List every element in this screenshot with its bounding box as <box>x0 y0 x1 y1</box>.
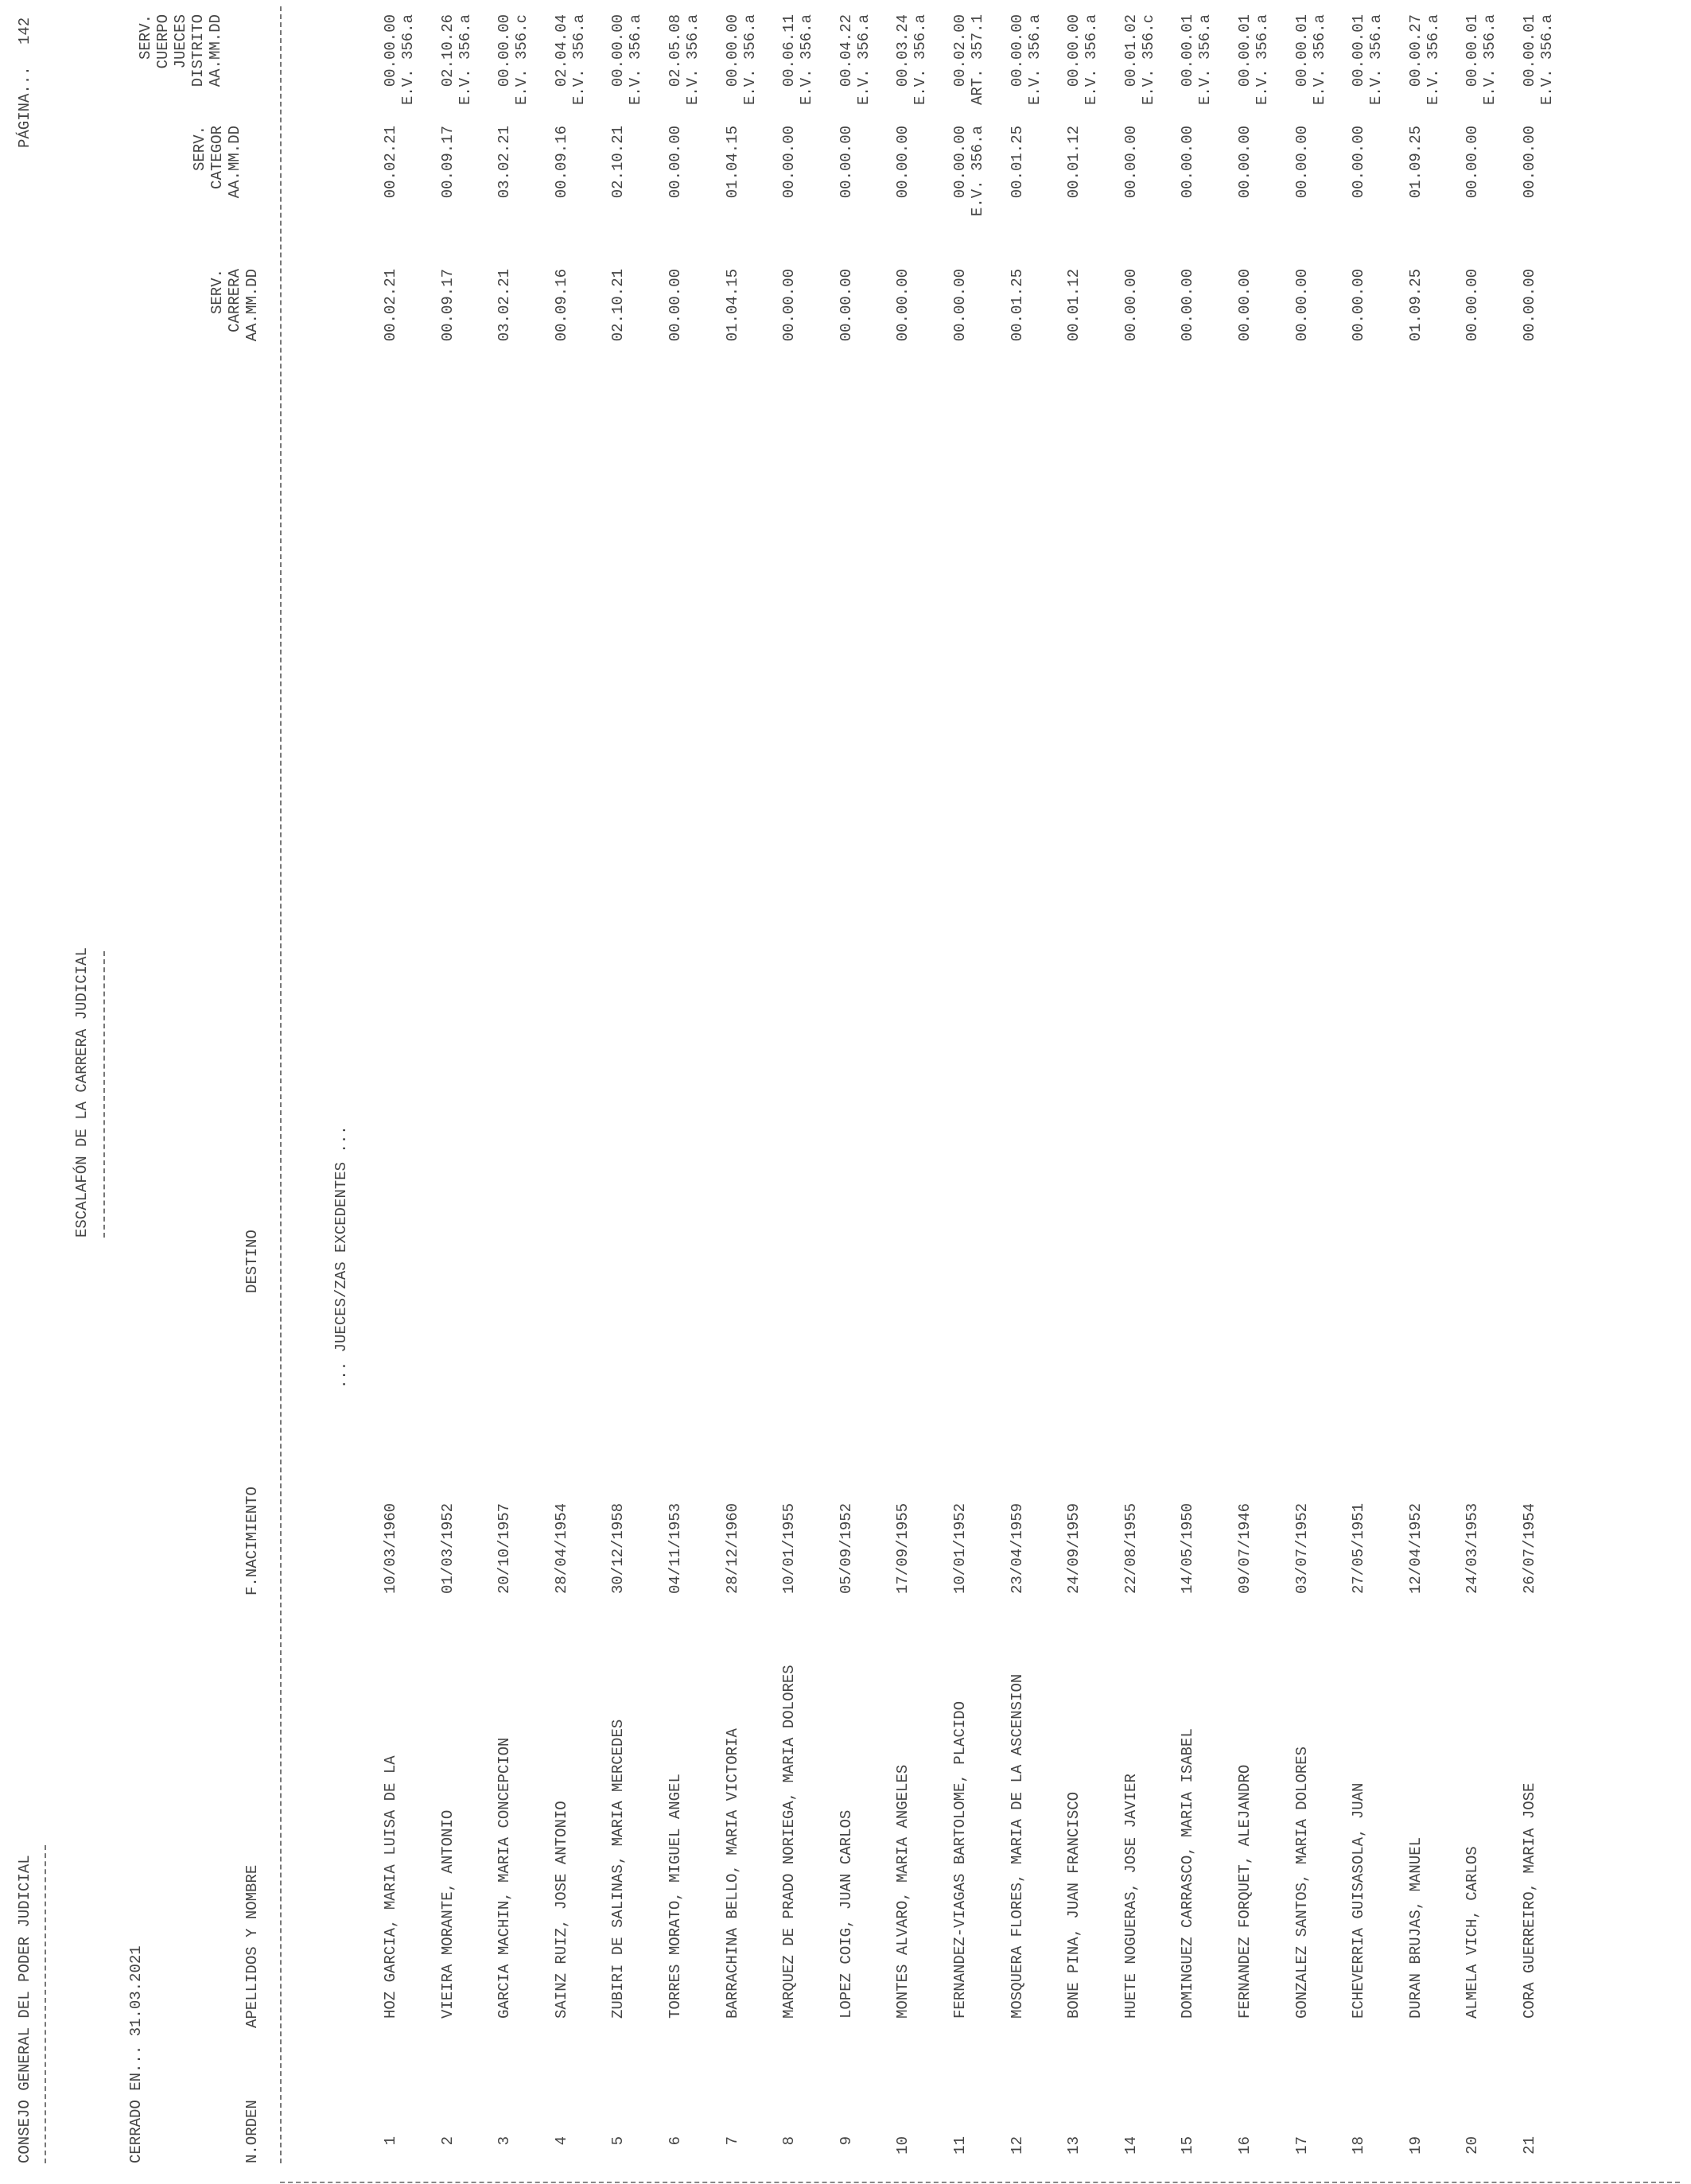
row-number: 7 <box>723 2136 741 2146</box>
row-serv-cuerpo: 00.04.22 <box>837 14 855 87</box>
row-serv-categoria: 00.01.25 <box>1008 126 1026 199</box>
row-serv-categoria: 01.09.25 <box>1406 126 1425 199</box>
col-header-cuerpo-5: AA.MM.DD <box>207 14 224 87</box>
row-name: ALMELA VICH, CARLOS <box>1464 1846 1482 2019</box>
row-serv-cuerpo: 00.00.00 <box>723 14 741 87</box>
row-serv-cuerpo: 00.06.11 <box>780 14 799 87</box>
row-serv-categoria: 00.02.21 <box>382 126 399 199</box>
row-serv-cuerpo: 00.00.01 <box>1464 14 1482 87</box>
row-name: BONE PINA, JUAN FRANCISCO <box>1065 1791 1083 2019</box>
row-serv-cuerpo: 00.00.27 <box>1406 14 1425 87</box>
col-header-nacimiento: F.NACIMIENTO <box>243 1486 261 1595</box>
row-birth-date: 20/10/1957 <box>496 1502 514 1594</box>
row-birth-date: 04/11/1953 <box>667 1502 684 1594</box>
row-name: TORRES MORATO, MIGUEL ANGEL <box>667 1774 684 2019</box>
row-name: DOMINGUEZ CARRASCO, MARIA ISABEL <box>1179 1728 1197 2019</box>
row-name: GARCIA MACHIN, MARIA CONCEPCION <box>496 1737 514 2019</box>
row-note-cuerpo: E.V. 356.a <box>912 14 930 106</box>
row-number: 19 <box>1406 2136 1425 2155</box>
row-serv-categoria: 00.00.00 <box>667 126 684 199</box>
row-note-cuerpo: E.V. 356.a <box>684 14 702 106</box>
row-birth-date: 03/07/1952 <box>1293 1502 1311 1594</box>
row-birth-date: 10/01/1952 <box>951 1502 969 1594</box>
row-serv-carrera: 00.00.00 <box>780 269 799 342</box>
row-note-cuerpo: E.V. 356.a <box>1481 14 1499 106</box>
document-title: ESCALAFÓN DE LA CARRERA JUDICIAL <box>73 947 91 1238</box>
row-serv-cuerpo: 00.00.00 <box>496 14 514 87</box>
row-serv-categoria: 00.00.00 <box>1122 126 1140 199</box>
row-serv-categoria: 00.00.00 <box>894 126 912 199</box>
row-serv-cuerpo: 00.00.01 <box>1521 14 1538 87</box>
col-header-cuerpo-2: CUERPO <box>154 14 172 69</box>
row-note-cuerpo: E.V. 356.a <box>399 14 417 106</box>
row-serv-carrera: 02.10.21 <box>609 269 628 342</box>
org-name: CONSEJO GENERAL DEL PODER JUDICIAL <box>16 1855 33 2163</box>
row-birth-date: 26/07/1954 <box>1521 1502 1538 1594</box>
row-birth-date: 22/08/1955 <box>1122 1502 1140 1594</box>
row-serv-carrera: 00.02.21 <box>382 269 399 342</box>
row-number: 14 <box>1122 2136 1140 2155</box>
row-note-cuerpo: E.V. 356.a <box>569 14 588 106</box>
row-serv-carrera: 00.00.00 <box>667 269 684 342</box>
header-separator <box>280 6 282 2163</box>
row-note-cuerpo: E.V. 356.c <box>1139 14 1157 106</box>
row-serv-categoria: 00.00.00 <box>1179 126 1197 199</box>
row-note-cuerpo: E.V. 356.a <box>1196 14 1215 106</box>
row-number: 4 <box>552 2136 570 2146</box>
col-header-carrera-2: CARRERA <box>226 269 243 332</box>
row-serv-categoria: 00.00.00 <box>780 126 799 199</box>
row-serv-cuerpo: 02.05.08 <box>667 14 684 87</box>
row-serv-categoria: 00.01.12 <box>1065 126 1083 199</box>
row-serv-carrera: 00.00.00 <box>1464 269 1482 342</box>
row-note-cuerpo: E.V. 356.a <box>627 14 645 106</box>
row-serv-carrera: 00.09.16 <box>552 269 570 342</box>
row-birth-date: 14/05/1950 <box>1179 1502 1197 1594</box>
row-serv-cuerpo: 02.04.04 <box>552 14 570 87</box>
row-serv-cuerpo: 00.00.01 <box>1179 14 1197 87</box>
bottom-dash-margin <box>280 2182 1680 2183</box>
row-note-cuerpo: E.V. 356.a <box>1025 14 1044 106</box>
row-number: 9 <box>837 2136 855 2146</box>
row-birth-date: 28/12/1960 <box>723 1502 741 1594</box>
row-note-cuerpo: E.V. 356.a <box>1310 14 1328 106</box>
row-name: ZUBIRI DE SALINAS, MARIA MERCEDES <box>609 1719 628 2019</box>
row-number: 15 <box>1179 2136 1197 2155</box>
col-header-cuerpo-1: SERV. <box>137 14 154 60</box>
row-serv-cuerpo: 00.00.00 <box>609 14 628 87</box>
row-serv-cuerpo: 02.10.26 <box>438 14 457 87</box>
col-header-orden: N.ORDEN <box>243 2100 261 2163</box>
row-serv-cuerpo: 00.01.02 <box>1122 14 1140 87</box>
row-serv-cuerpo: 00.03.24 <box>894 14 912 87</box>
row-serv-cuerpo: 00.00.00 <box>382 14 399 87</box>
row-note-cuerpo: ART. 357.1 <box>969 14 986 106</box>
row-serv-carrera: 00.00.00 <box>951 269 969 342</box>
row-number: 13 <box>1065 2136 1083 2155</box>
row-serv-cuerpo: 00.02.00 <box>951 14 969 87</box>
row-serv-carrera: 01.04.15 <box>723 269 741 342</box>
row-note-categoria: E.V. 356.a <box>969 126 986 217</box>
row-serv-carrera: 00.00.00 <box>1236 269 1254 342</box>
row-number: 12 <box>1008 2136 1026 2155</box>
row-name: FERNANDEZ-VIAGAS BARTOLOME, PLACIDO <box>951 1700 969 2019</box>
row-note-cuerpo: E.V. 356.a <box>456 14 474 106</box>
row-serv-categoria: 02.10.21 <box>609 126 628 199</box>
row-number: 20 <box>1464 2136 1482 2155</box>
row-number: 11 <box>951 2136 969 2155</box>
row-number: 5 <box>609 2136 628 2146</box>
org-underline <box>45 1845 46 2163</box>
row-serv-categoria: 00.00.00 <box>837 126 855 199</box>
row-serv-carrera: 00.00.00 <box>1521 269 1538 342</box>
col-header-categoria-2: CATEGOR <box>208 126 226 189</box>
row-birth-date: 30/12/1958 <box>609 1502 628 1594</box>
row-serv-cuerpo: 00.00.00 <box>1065 14 1083 87</box>
col-header-destino: DESTINO <box>243 1230 261 1293</box>
row-name: MOSQUERA FLORES, MARIA DE LA ASCENSION <box>1008 1673 1026 2019</box>
title-underline <box>103 951 105 1238</box>
row-note-cuerpo: E.V. 356.a <box>1538 14 1556 106</box>
row-birth-date: 05/09/1952 <box>837 1502 855 1594</box>
row-serv-carrera: 00.00.00 <box>1293 269 1311 342</box>
row-name: HOZ GARCIA, MARIA LUISA DE LA <box>382 1755 399 2019</box>
row-name: FERNANDEZ FORQUET, ALEJANDRO <box>1236 1764 1254 2019</box>
row-serv-cuerpo: 00.00.01 <box>1236 14 1254 87</box>
row-note-cuerpo: E.V. 356.a <box>1424 14 1442 106</box>
col-header-carrera-3: AA.MM.DD <box>243 269 261 342</box>
row-birth-date: 01/03/1952 <box>438 1502 457 1594</box>
col-header-cuerpo-4: DISTRITO <box>189 14 207 87</box>
row-birth-date: 24/03/1953 <box>1464 1502 1482 1594</box>
row-birth-date: 10/03/1960 <box>382 1502 399 1594</box>
row-note-cuerpo: E.V. 356.a <box>1254 14 1271 106</box>
row-serv-carrera: 01.09.25 <box>1406 269 1425 342</box>
row-note-cuerpo: E.V. 356.a <box>798 14 816 106</box>
row-serv-categoria: 01.04.15 <box>723 126 741 199</box>
row-name: DURAN BRUJAS, MANUEL <box>1406 1836 1425 2019</box>
row-name: HUETE NOGUERAS, JOSE JAVIER <box>1122 1774 1140 2019</box>
row-birth-date: 28/04/1954 <box>552 1502 570 1594</box>
row-serv-carrera: 00.09.17 <box>438 269 457 342</box>
row-serv-carrera: 03.02.21 <box>496 269 514 342</box>
row-number: 21 <box>1521 2136 1538 2155</box>
row-serv-categoria: 00.09.17 <box>438 126 457 199</box>
row-birth-date: 27/05/1951 <box>1350 1502 1368 1594</box>
row-number: 16 <box>1236 2136 1254 2155</box>
row-serv-categoria: 03.02.21 <box>496 126 514 199</box>
row-name: VIEIRA MORANTE, ANTONIO <box>438 1809 457 2019</box>
row-note-cuerpo: E.V. 356.a <box>741 14 759 106</box>
row-serv-categoria: 00.00.00 <box>951 126 969 199</box>
row-note-cuerpo: E.V. 356.c <box>513 14 531 106</box>
row-name: MONTES ALVARO, MARIA ANGELES <box>894 1764 912 2019</box>
row-serv-carrera: 00.00.00 <box>837 269 855 342</box>
row-name: MARQUEZ DE PRADO NORIEGA, MARIA DOLORES <box>780 1665 799 2019</box>
row-birth-date: 09/07/1946 <box>1236 1502 1254 1594</box>
row-number: 6 <box>667 2136 684 2146</box>
col-header-cuerpo-3: JUECES <box>172 14 189 69</box>
closing-date: CERRADO EN... 31.03.2021 <box>127 1945 145 2163</box>
row-serv-carrera: 00.00.00 <box>1122 269 1140 342</box>
row-name: CORA GUERREIRO, MARIA JOSE <box>1521 1782 1538 2019</box>
col-header-carrera-1: SERV. <box>208 269 226 315</box>
col-header-categoria-1: SERV. <box>191 126 208 172</box>
row-birth-date: 10/01/1955 <box>780 1502 799 1594</box>
row-serv-categoria: 00.00.00 <box>1521 126 1538 199</box>
row-name: SAINZ RUIZ, JOSE ANTONIO <box>552 1801 570 2019</box>
row-serv-carrera: 00.00.00 <box>1179 269 1197 342</box>
row-birth-date: 17/09/1955 <box>894 1502 912 1594</box>
row-number: 17 <box>1293 2136 1311 2155</box>
row-number: 2 <box>438 2136 457 2146</box>
row-serv-cuerpo: 00.00.01 <box>1293 14 1311 87</box>
row-serv-categoria: 00.09.16 <box>552 126 570 199</box>
row-serv-categoria: 00.00.00 <box>1236 126 1254 199</box>
row-serv-carrera: 00.00.00 <box>1350 269 1368 342</box>
row-serv-categoria: 00.00.00 <box>1464 126 1482 199</box>
row-number: 3 <box>496 2136 514 2146</box>
row-serv-carrera: 00.01.25 <box>1008 269 1026 342</box>
row-serv-cuerpo: 00.00.00 <box>1008 14 1026 87</box>
row-note-cuerpo: E.V. 356.a <box>854 14 873 106</box>
row-serv-categoria: 00.00.00 <box>1350 126 1368 199</box>
page-label: PÁGINA... <box>16 66 33 148</box>
row-serv-categoria: 00.00.00 <box>1293 126 1311 199</box>
row-number: 10 <box>894 2136 912 2155</box>
row-serv-carrera: 00.01.12 <box>1065 269 1083 342</box>
page-number: 142 <box>16 17 33 45</box>
row-number: 1 <box>382 2136 399 2146</box>
row-name: BARRACHINA BELLO, MARIA VICTORIA <box>723 1728 741 2019</box>
row-note-cuerpo: E.V. 356.a <box>1083 14 1101 106</box>
row-name: LOPEZ COIG, JUAN CARLOS <box>837 1809 855 2019</box>
row-birth-date: 24/09/1959 <box>1065 1502 1083 1594</box>
row-number: 18 <box>1350 2136 1368 2155</box>
row-serv-cuerpo: 00.00.01 <box>1350 14 1368 87</box>
row-birth-date: 12/04/1952 <box>1406 1502 1425 1594</box>
row-name: GONZALEZ SANTOS, MARIA DOLORES <box>1293 1746 1311 2019</box>
row-note-cuerpo: E.V. 356.a <box>1367 14 1386 106</box>
row-number: 8 <box>780 2136 799 2146</box>
row-serv-carrera: 00.00.00 <box>894 269 912 342</box>
col-header-nombre: APELLIDOS Y NOMBRE <box>243 1864 261 2028</box>
col-header-categoria-3: AA.MM.DD <box>226 126 243 199</box>
row-birth-date: 23/04/1959 <box>1008 1502 1026 1594</box>
section-heading: ... JUECES/ZAS EXCEDENTES ... <box>332 1125 350 1389</box>
row-name: ECHEVERRIA GUISASOLA, JUAN <box>1350 1782 1368 2019</box>
